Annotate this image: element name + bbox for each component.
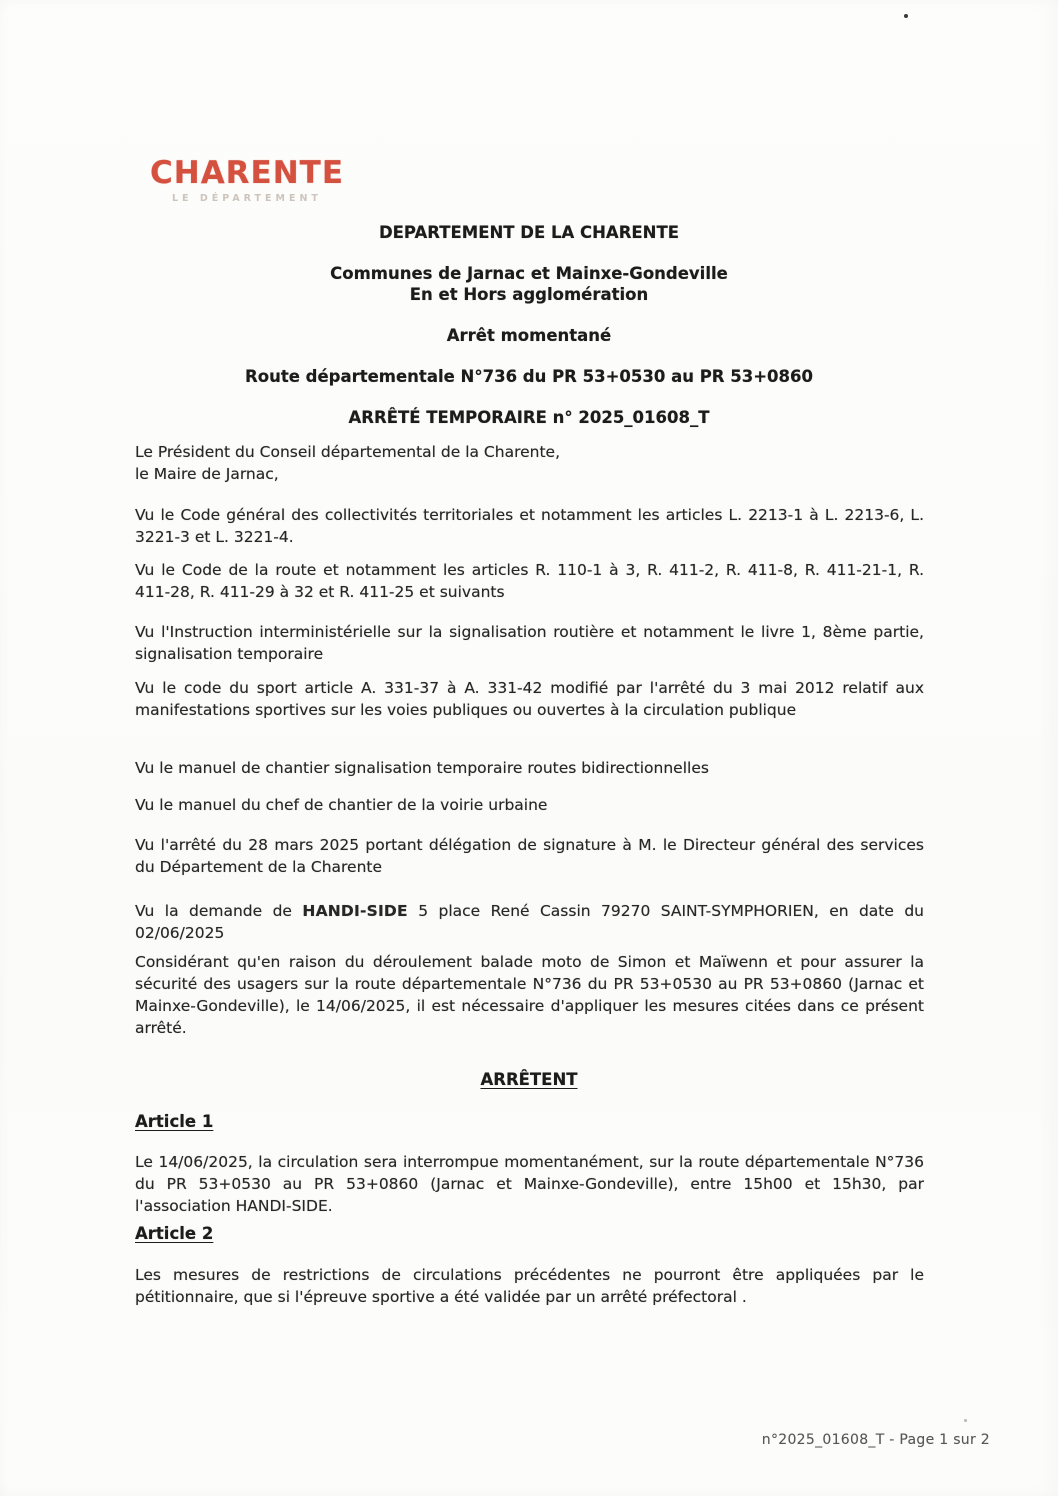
heading-departement: DEPARTEMENT DE LA CHARENTE <box>378 223 680 242</box>
heading-route: Route départementale N°736 du PR 53+0530 au PR 53+0860 <box>245 367 813 386</box>
visa-demande-prefix: Vu la demande de <box>135 902 303 920</box>
considerant-paragraph: Considérant qu'en raison du déroulement balade moto de Simon et Maïwenn et pour assurer la sécurité des usagers sur la route départementale N°736 du PR 53+0530 au PR 53+0860 (Jarnac et Mainxe-Gondeville), le 14/06/2025, il est nécessaire d'appliquer les mesures citées dans ce présent arrêté. <box>135 953 924 1037</box>
visa-manuel-chantier: Vu le manuel de chantier signalisation temporaire routes bidirectionnelles <box>135 759 709 777</box>
article-1-body: Le 14/06/2025, la circulation sera interrompue momentanément, sur la route départementale N°736 du PR 53+0530 au PR 53+0860 (Jarnac et Mainxe-Gondeville), entre 15h00 et 15h30, par l'association HANDI-SIDE. <box>135 1153 924 1215</box>
heading-agglomeration: En et Hors agglomération <box>409 285 649 304</box>
signataires-block <box>135 441 924 485</box>
signataire-maire: le Maire de Jarnac, <box>135 465 279 483</box>
page-footer: n°2025_01608_T - Page 1 sur 2 <box>761 1432 990 1448</box>
heading-communes: Communes de Jarnac et Mainxe-Gondeville <box>330 264 728 283</box>
charente-logo-subtitle: LE DÉPARTEMENT <box>172 193 322 204</box>
article-2-title: Article 2 <box>135 1224 214 1243</box>
article-2-body: Les mesures de restrictions de circulations précédentes ne pourront être appliquées par le pétitionnaire, que si l'épreuve sportive a été validée par un arrêté préfectoral . <box>135 1266 924 1306</box>
visa-demande <box>135 900 924 944</box>
heading-arrete-numero: ARRÊTÉ TEMPORAIRE n° 2025_01608_T <box>348 408 710 427</box>
visa-code-collectivites: Vu le Code général des collectivités territoriales et notamment les articles L. 2213-1 à L. 2213-6, L. 3221-3 et L. 3221-4. <box>135 506 924 546</box>
visa-code-route: Vu le Code de la route et notamment les articles R. 110-1 à 3, R. 411-2, R. 411-8, R. 411-21-1, R. 411-28, R. 411-29 à 32 et R. 411-25 et suivants <box>135 561 924 601</box>
visa-delegation: Vu l'arrêté du 28 mars 2025 portant délégation de signature à M. le Directeur général des services du Département de la Charente <box>135 836 924 876</box>
visa-demande-organisation: HANDI-SIDE <box>302 902 408 920</box>
visa-demande-suffix: 5 place René Cassin 79270 SAINT-SYMPHORIEN, en date du 02/06/2025 <box>135 902 924 942</box>
scan-artifact-dot <box>964 1419 967 1422</box>
article-1-title: Article 1 <box>135 1112 214 1131</box>
charente-logo-title: CHARENTE <box>150 155 344 191</box>
visa-instruction: Vu l'Instruction interministérielle sur la signalisation routière et notamment le livre 1, 8ème partie, signalisation temporaire <box>135 623 924 663</box>
signataire-president: Le Président du Conseil départemental de la Charente, <box>135 443 561 461</box>
charente-logo <box>150 155 344 204</box>
visa-code-sport: Vu le code du sport article A. 331-37 à A. 331-42 modifié par l'arrêté du 3 mai 2012 relatif aux manifestations sportives sur les voies publiques ou ouvertes à la circulation publique <box>135 679 924 719</box>
visa-manuel-chef: Vu le manuel du chef de chantier de la voirie urbaine <box>135 796 548 814</box>
heading-arret-type: Arrêt momentané <box>446 326 612 345</box>
scan-artifact-dot <box>904 14 908 18</box>
arretent-heading: ARRÊTENT <box>480 1070 578 1089</box>
